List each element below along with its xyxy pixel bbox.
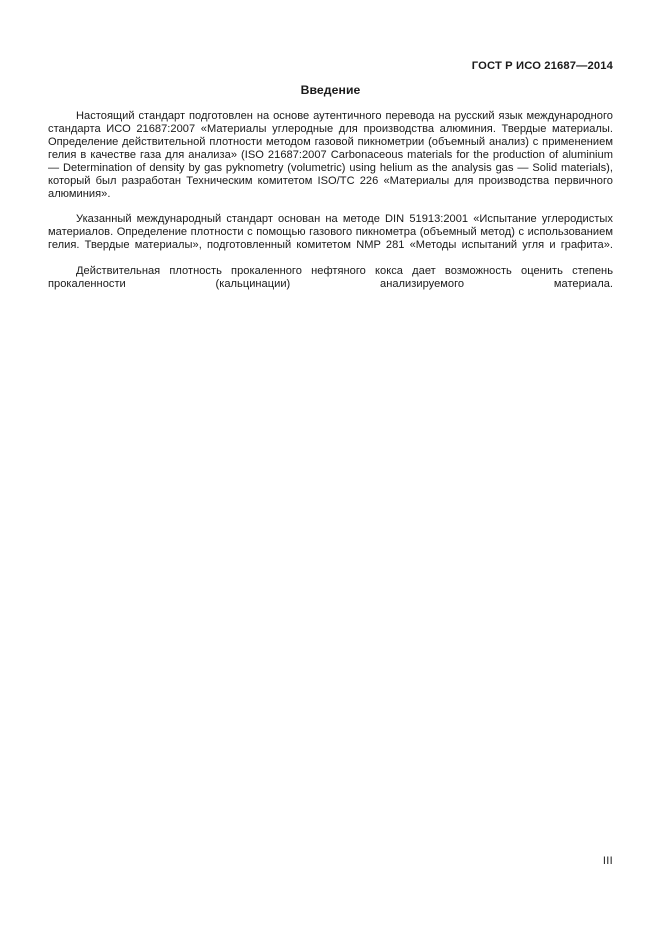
page-title: Введение [300,83,361,97]
paragraph: Действительная плотность прокаленного нефтяного кокса дает возможность оценить степень прокаленности (кальцинации) анализируемого материала. [48,265,613,290]
body-text-block [48,110,613,304]
paragraph: Указанный международный стандарт основан на методе DIN 51913:2001 «Испытание углеродистых материалов. Определение плотности с помощью газового пикнометра (объемный метод) с использованием гелия. Твердые материалы», подготовленный комитетом NMP 281 «Методы испытаний угля и графита». [48,213,613,252]
page-number: III [602,855,613,867]
running-head-standard-designation: ГОСТ Р ИСО 21687—2014 [471,60,613,72]
paragraph: Настоящий стандарт подготовлен на основе аутентичного перевода на русский язык международного стандарта ИСО 21687:2007 «Материалы углеродные для производства алюминия. Твердые материалы. Определение действительной плотности методом газовой пикнометрии (объемный анализ) с применением гелия в качестве газа для анализа» (ISO 21687:2007 Carbonaceous materials for the production of aluminium — Determination of density by gas pyknometry (volumetric) using helium as the analysis gas — Solid materials), который был разработан Техническим комитетом ISO/TC 226 «Материалы для производства первичного алюминия». [48,110,613,200]
